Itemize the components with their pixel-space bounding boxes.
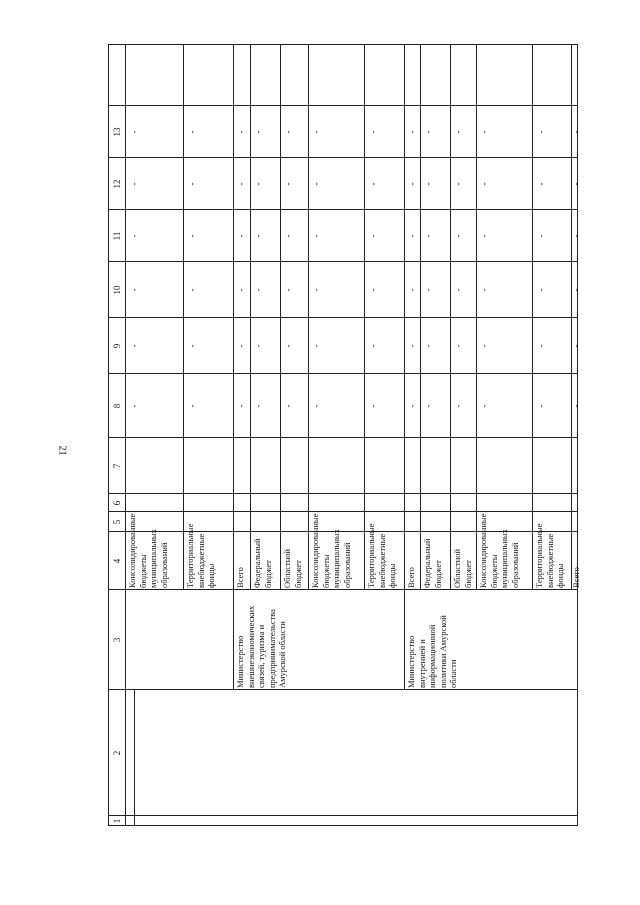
source-federal-budget: Федеральный бюджет [252, 538, 273, 588]
dash-mark: - [129, 130, 139, 134]
dash-mark: - [407, 130, 417, 134]
dash-mark: - [236, 182, 246, 186]
dash-mark: - [236, 234, 246, 238]
table-border-right [108, 44, 578, 45]
dash-mark: - [187, 234, 197, 238]
dash-mark: - [536, 234, 546, 238]
dash-mark: - [536, 344, 546, 348]
dash-mark: - [423, 130, 433, 134]
dash-mark: - [423, 344, 433, 348]
dash-mark: - [453, 404, 463, 408]
dash-mark: - [129, 344, 139, 348]
dash-mark: - [253, 344, 263, 348]
col-header-11: 11 [112, 231, 122, 241]
dash-mark: - [187, 182, 197, 186]
dash-mark: - [479, 234, 489, 238]
source-municipal-budgets: Консолидированные бюджеты муниципальных образований [310, 513, 352, 588]
dash-mark: - [536, 182, 546, 186]
dash-mark: - [129, 288, 139, 292]
executor-minecon: Министерство внешнеэкономических связей, туризма и предпринимательства Амурской области [235, 605, 287, 688]
dash-mark: - [479, 288, 489, 292]
col-header-8: 8 [112, 403, 122, 409]
dash-mark: - [536, 130, 546, 134]
table-border-bottom [577, 44, 578, 826]
dash-mark: - [423, 288, 433, 292]
col-header-5: 5 [112, 519, 122, 525]
dash-mark: - [453, 130, 463, 134]
source-total: Всего [406, 567, 416, 588]
dash-mark: - [283, 182, 293, 186]
dash-mark: - [187, 288, 197, 292]
dash-mark: - [407, 234, 417, 238]
dash-mark: - [253, 404, 263, 408]
dash-mark: - [571, 288, 581, 292]
dash-mark: - [187, 404, 197, 408]
dash-mark: - [368, 344, 378, 348]
dash-mark: - [253, 288, 263, 292]
dash-mark: - [453, 182, 463, 186]
dash-mark: - [479, 182, 489, 186]
dash-mark: - [571, 404, 581, 408]
dash-mark: - [479, 404, 489, 408]
dash-mark: - [283, 130, 293, 134]
dash-mark: - [453, 288, 463, 292]
source-regional-budget: Областной бюджет [282, 548, 303, 588]
dash-mark: - [253, 130, 263, 134]
dash-mark: - [571, 234, 581, 238]
dash-mark: - [129, 234, 139, 238]
dash-mark: - [311, 234, 321, 238]
dash-mark: - [479, 344, 489, 348]
dash-mark: - [283, 288, 293, 292]
col-header-1: 1 [112, 818, 122, 824]
budget-table [108, 44, 581, 826]
dash-mark: - [129, 182, 139, 186]
source-municipal-budgets: Консолидированные бюджеты муниципальных образований [478, 513, 520, 588]
source-territorial-funds: Территориальные внебюджетные фонды [534, 523, 565, 588]
dash-mark: - [368, 234, 378, 238]
dash-mark: - [453, 344, 463, 348]
dash-mark: - [311, 182, 321, 186]
dash-mark: - [129, 404, 139, 408]
dash-mark: - [368, 404, 378, 408]
source-total: Всего [571, 567, 581, 588]
col-header-4: 4 [112, 558, 122, 564]
dash-mark: - [236, 404, 246, 408]
executor-mininfo: Министерство внутренней и информационной политики Амурской области [406, 615, 458, 688]
dash-mark: - [187, 130, 197, 134]
dash-mark: - [236, 130, 246, 134]
dash-mark: - [571, 182, 581, 186]
dash-mark: - [368, 288, 378, 292]
dash-mark: - [479, 130, 489, 134]
dash-mark: - [311, 288, 321, 292]
dash-mark: - [368, 182, 378, 186]
dash-mark: - [407, 182, 417, 186]
col-header-2: 2 [112, 750, 122, 756]
source-regional-budget: Областной бюджет [452, 548, 473, 588]
source-municipal-budgets: Консолидированные бюджеты муниципальных образований [127, 513, 169, 588]
dash-mark: - [536, 404, 546, 408]
dash-mark: - [407, 344, 417, 348]
source-total: Всего [235, 567, 245, 588]
col-header-9: 9 [112, 343, 122, 349]
source-territorial-funds: Территориальные внебюджетные фонды [185, 523, 216, 588]
source-federal-budget: Федеральный бюджет [422, 538, 443, 588]
dash-mark: - [311, 130, 321, 134]
dash-mark: - [187, 344, 197, 348]
col-header-7: 7 [112, 463, 122, 469]
dash-mark: - [571, 344, 581, 348]
col-header-10: 10 [112, 285, 122, 295]
col-header-6: 6 [112, 500, 122, 506]
dash-mark: - [536, 288, 546, 292]
dash-mark: - [311, 344, 321, 348]
dash-mark: - [453, 234, 463, 238]
dash-mark: - [283, 234, 293, 238]
table-border-top [108, 44, 109, 826]
table-border-left [108, 825, 578, 826]
dash-mark: - [571, 130, 581, 134]
dash-mark: - [423, 182, 433, 186]
col-header-3: 3 [112, 637, 122, 643]
col-header-13: 13 [112, 127, 122, 137]
header-row-line [125, 44, 126, 826]
source-territorial-funds: Территориальные внебюджетные фонды [366, 523, 397, 588]
dash-mark: - [253, 182, 263, 186]
dash-mark: - [253, 234, 263, 238]
page-number: 21 [56, 445, 68, 456]
dash-mark: - [423, 404, 433, 408]
col-header-12: 12 [112, 179, 122, 189]
dash-mark: - [283, 404, 293, 408]
dash-mark: - [407, 404, 417, 408]
dash-mark: - [311, 404, 321, 408]
dash-mark: - [368, 130, 378, 134]
dash-mark: - [236, 344, 246, 348]
dash-mark: - [407, 288, 417, 292]
dash-mark: - [236, 288, 246, 292]
dash-mark: - [423, 234, 433, 238]
dash-mark: - [283, 344, 293, 348]
